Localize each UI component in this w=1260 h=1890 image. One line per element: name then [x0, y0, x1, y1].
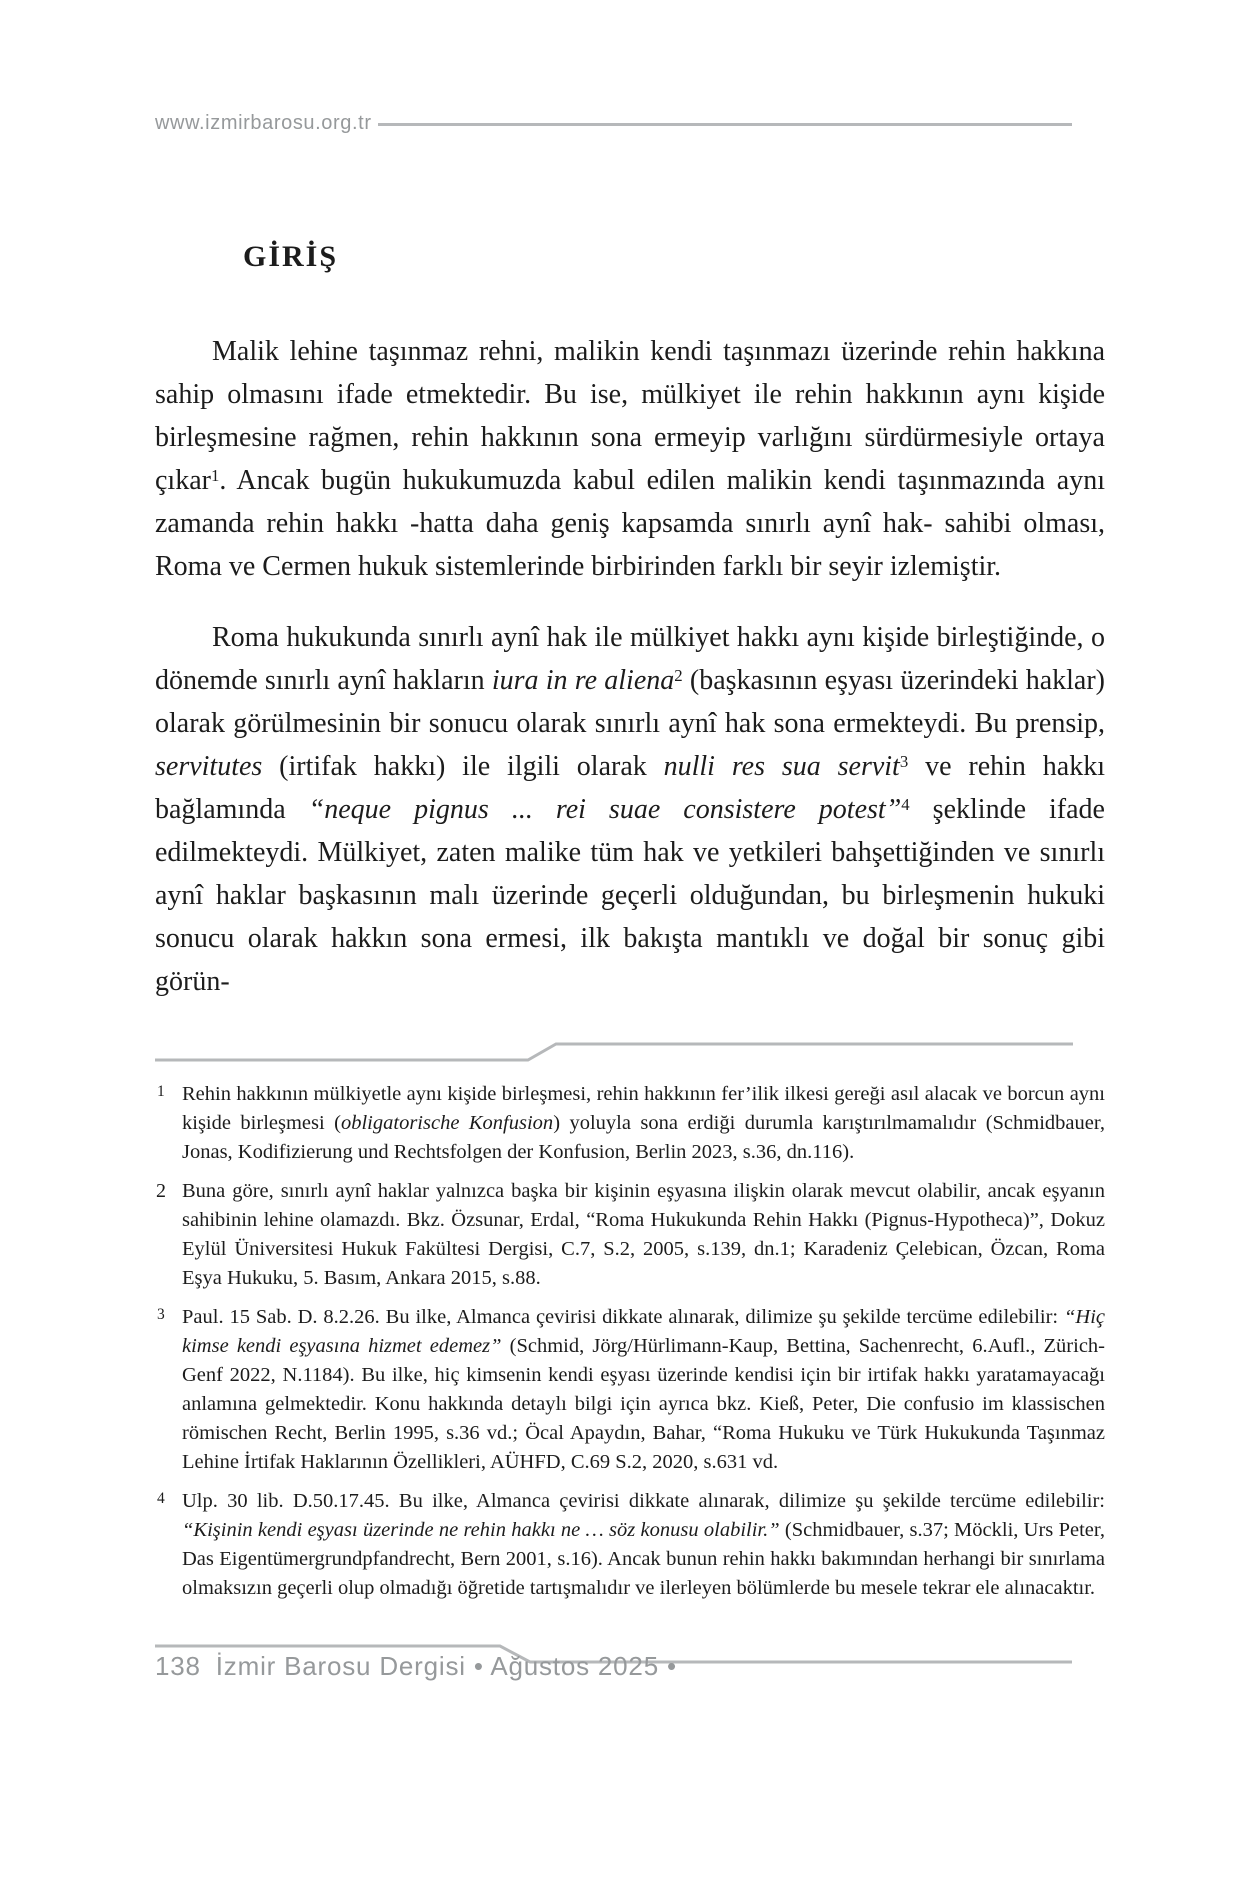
text-segment: Paul. 15 Sab. D. 8.2.26. Bu ilke, Almanca çevirisi dikkate alınarak, dilimize şu şekilde tercüme edilebilir: — [182, 1306, 1064, 1328]
footnote-marker: 4 — [157, 1490, 165, 1507]
page-title: GİRİŞ — [243, 240, 339, 273]
footnote-text — [182, 1490, 1105, 1599]
paragraph — [155, 330, 1105, 588]
body-text — [155, 330, 1105, 1031]
footnote-item — [155, 1080, 1105, 1167]
text-segment: servitutes — [155, 751, 263, 782]
footnote-item — [155, 1303, 1105, 1477]
paragraph — [155, 616, 1105, 1003]
text-segment: (irtifak hakkı) ile ilgili olarak — [262, 751, 664, 782]
text-segment: ve rehin hakkı bağlamında — [155, 751, 1105, 825]
footnote-separator — [155, 1041, 1075, 1063]
footnote-ref: 3 — [899, 751, 909, 771]
footnote-marker: 1 — [157, 1083, 165, 1100]
journal-line: İzmir Barosu Dergisi • Ağustos 2025 • — [215, 1651, 677, 1681]
page-footer — [155, 1651, 677, 1682]
text-segment: (Schmidbauer, s.37; Möckli, Urs Peter, Das Eigentümergrundpfandrecht, Bern 2001, s.16). Ancak bunun rehin hakkı bakımından herhangi bir sınırlama olmaksızın geçerli olup olmadığı öğretide tartışmalıdır ve ilerleyen bölümlerde bu mesele tekrar ele alınacaktır. — [182, 1519, 1105, 1599]
footnote-item — [155, 1487, 1105, 1603]
footnote-text — [182, 1180, 1105, 1289]
footnote-text — [182, 1306, 1105, 1473]
text-segment: “Hiç kimse kendi eşyasına hizmet edemez” — [182, 1306, 1105, 1357]
text-segment: “Kişinin kendi eşyası üzerinde ne rehin hakkı ne … söz konusu olabilir.” — [182, 1519, 780, 1541]
text-segment: Buna göre, sınırlı aynî haklar yalnızca başka bir kişinin eşyasına ilişkin olarak mevcut olabilir, ancak eşyanın sahibinin lehine olamazdı. Bkz. Özsunar, Erdal, “Roma Hukukunda Rehin Hakkı (Pignus-Hypotheca)”, Dokuz Eylül Üniversitesi Hukuk Fakültesi Dergisi, C.7, S.2, 2005, s.139, dn.1; Karadeniz Çelebican, Özcan, Roma Eşya Hukuku, 5. Basım, Ankara 2015, s.88. — [182, 1180, 1105, 1289]
footnote-ref: 2 — [674, 665, 683, 685]
text-segment: ) yoluyla sona erdiği durumla karıştırılmamalıdır (Schmidbauer, Jonas, Kodifizierung und Rechtsfolgen der Konfusion, Berlin 2023, s.36, dn.116). — [182, 1112, 1105, 1163]
text-segment: nulli res sua servit — [663, 751, 900, 782]
text-segment: (başkasının eşyası üzerindeki haklar) olarak görülmesinin bir sonucu olarak sınırlı aynî hak sona ermekteydi. Bu prensip, — [155, 665, 1105, 739]
site-url: www.izmirbarosu.org.tr — [155, 111, 372, 134]
text-segment: şeklinde ifade edilmekteydi. Mülkiyet, zaten malike tüm hak ve yetkileri bahşettiğinden ve sınırlı aynî haklar başkasının malı üzerinde geçerli olduğundan, bu birleşmenin hukuki sonucu olarak hakkın sona ermesi, ilk bakışta mantıklı ve doğal bir sonuç gibi görün- — [155, 794, 1105, 997]
page-number: 138 — [155, 1651, 201, 1681]
text-segment: . Ancak bugün hukukumuzda kabul edilen malikin kendi taşınmazında aynı zamanda rehin hakkı -hatta daha geniş kapsamda sınırlı aynî hak- sahibi olması, Roma ve Cermen hukuk sistemlerinde birbirinden farklı bir seyir izlemiştir. — [155, 465, 1105, 582]
footnote-marker: 2 — [156, 1180, 166, 1202]
footnotes-list — [155, 1080, 1105, 1613]
text-segment: iura in re aliena — [491, 665, 675, 696]
header-rule — [378, 123, 1072, 126]
footnote-marker: 3 — [157, 1306, 165, 1323]
text-segment: (Schmid, Jörg/Hürlimann-Kaup, Bettina, Sachenrecht, 6.Aufl., Zürich-Genf 2022, N.1184). Bu ilke, hiç kimsenin kendi eşyası üzerinde kendisi için bir irtifak hakkı yaratamayacağı anlamına gelmektedir. Konu hakkında detaylı bilgi için ayrıca bkz. Kieß, Peter, Die confusio im klassischen römischen Recht, Berlin 1995, s.36 vd.; Öcal Apaydın, Bahar, “Roma Hukuku ve Türk Hukukunda Taşınmaz Lehine İrtifak Haklarının Özellikleri, AÜHFD, C.69 S.2, 2020, s.631 vd. — [182, 1335, 1106, 1473]
footnote-ref: 4 — [901, 794, 910, 814]
footnote-item — [155, 1177, 1105, 1293]
footnote-text — [182, 1083, 1105, 1163]
text-segment: Malik lehine taşınmaz rehni, malikin kendi taşınmazı üzerinde rehin hakkına sahip olmasını ifade etmektedir. Bu ise, mülkiyet ile rehin hakkının aynı kişide birleşmesine rağmen, rehin hakkının sona ermeyip varlığını sürdürmesiyle ortaya çıkar — [155, 336, 1105, 496]
text-segment: Rehin hakkının mülkiyetle aynı kişide birleşmesi, rehin hakkının fer’ilik ilkesi gereği asıl alacak ve borcun aynı kişide birleşmesi ( — [182, 1083, 1105, 1134]
text-segment: Ulp. 30 lib. D.50.17.45. Bu ilke, Almanca çevirisi dikkate alınarak, dilimize şu şekilde tercüme edilebilir: — [182, 1490, 1105, 1512]
text-segment: Roma hukukunda sınırlı aynî hak ile mülkiyet hakkı aynı kişide birleştiğinde, o dönemde sınırlı aynî hakların — [155, 622, 1105, 696]
footnote-ref: 1 — [210, 465, 220, 485]
text-segment: obligatorische Konfusion — [340, 1112, 554, 1134]
page-header — [155, 108, 1072, 138]
text-segment: “neque pignus ... rei suae consistere potest” — [308, 794, 902, 825]
